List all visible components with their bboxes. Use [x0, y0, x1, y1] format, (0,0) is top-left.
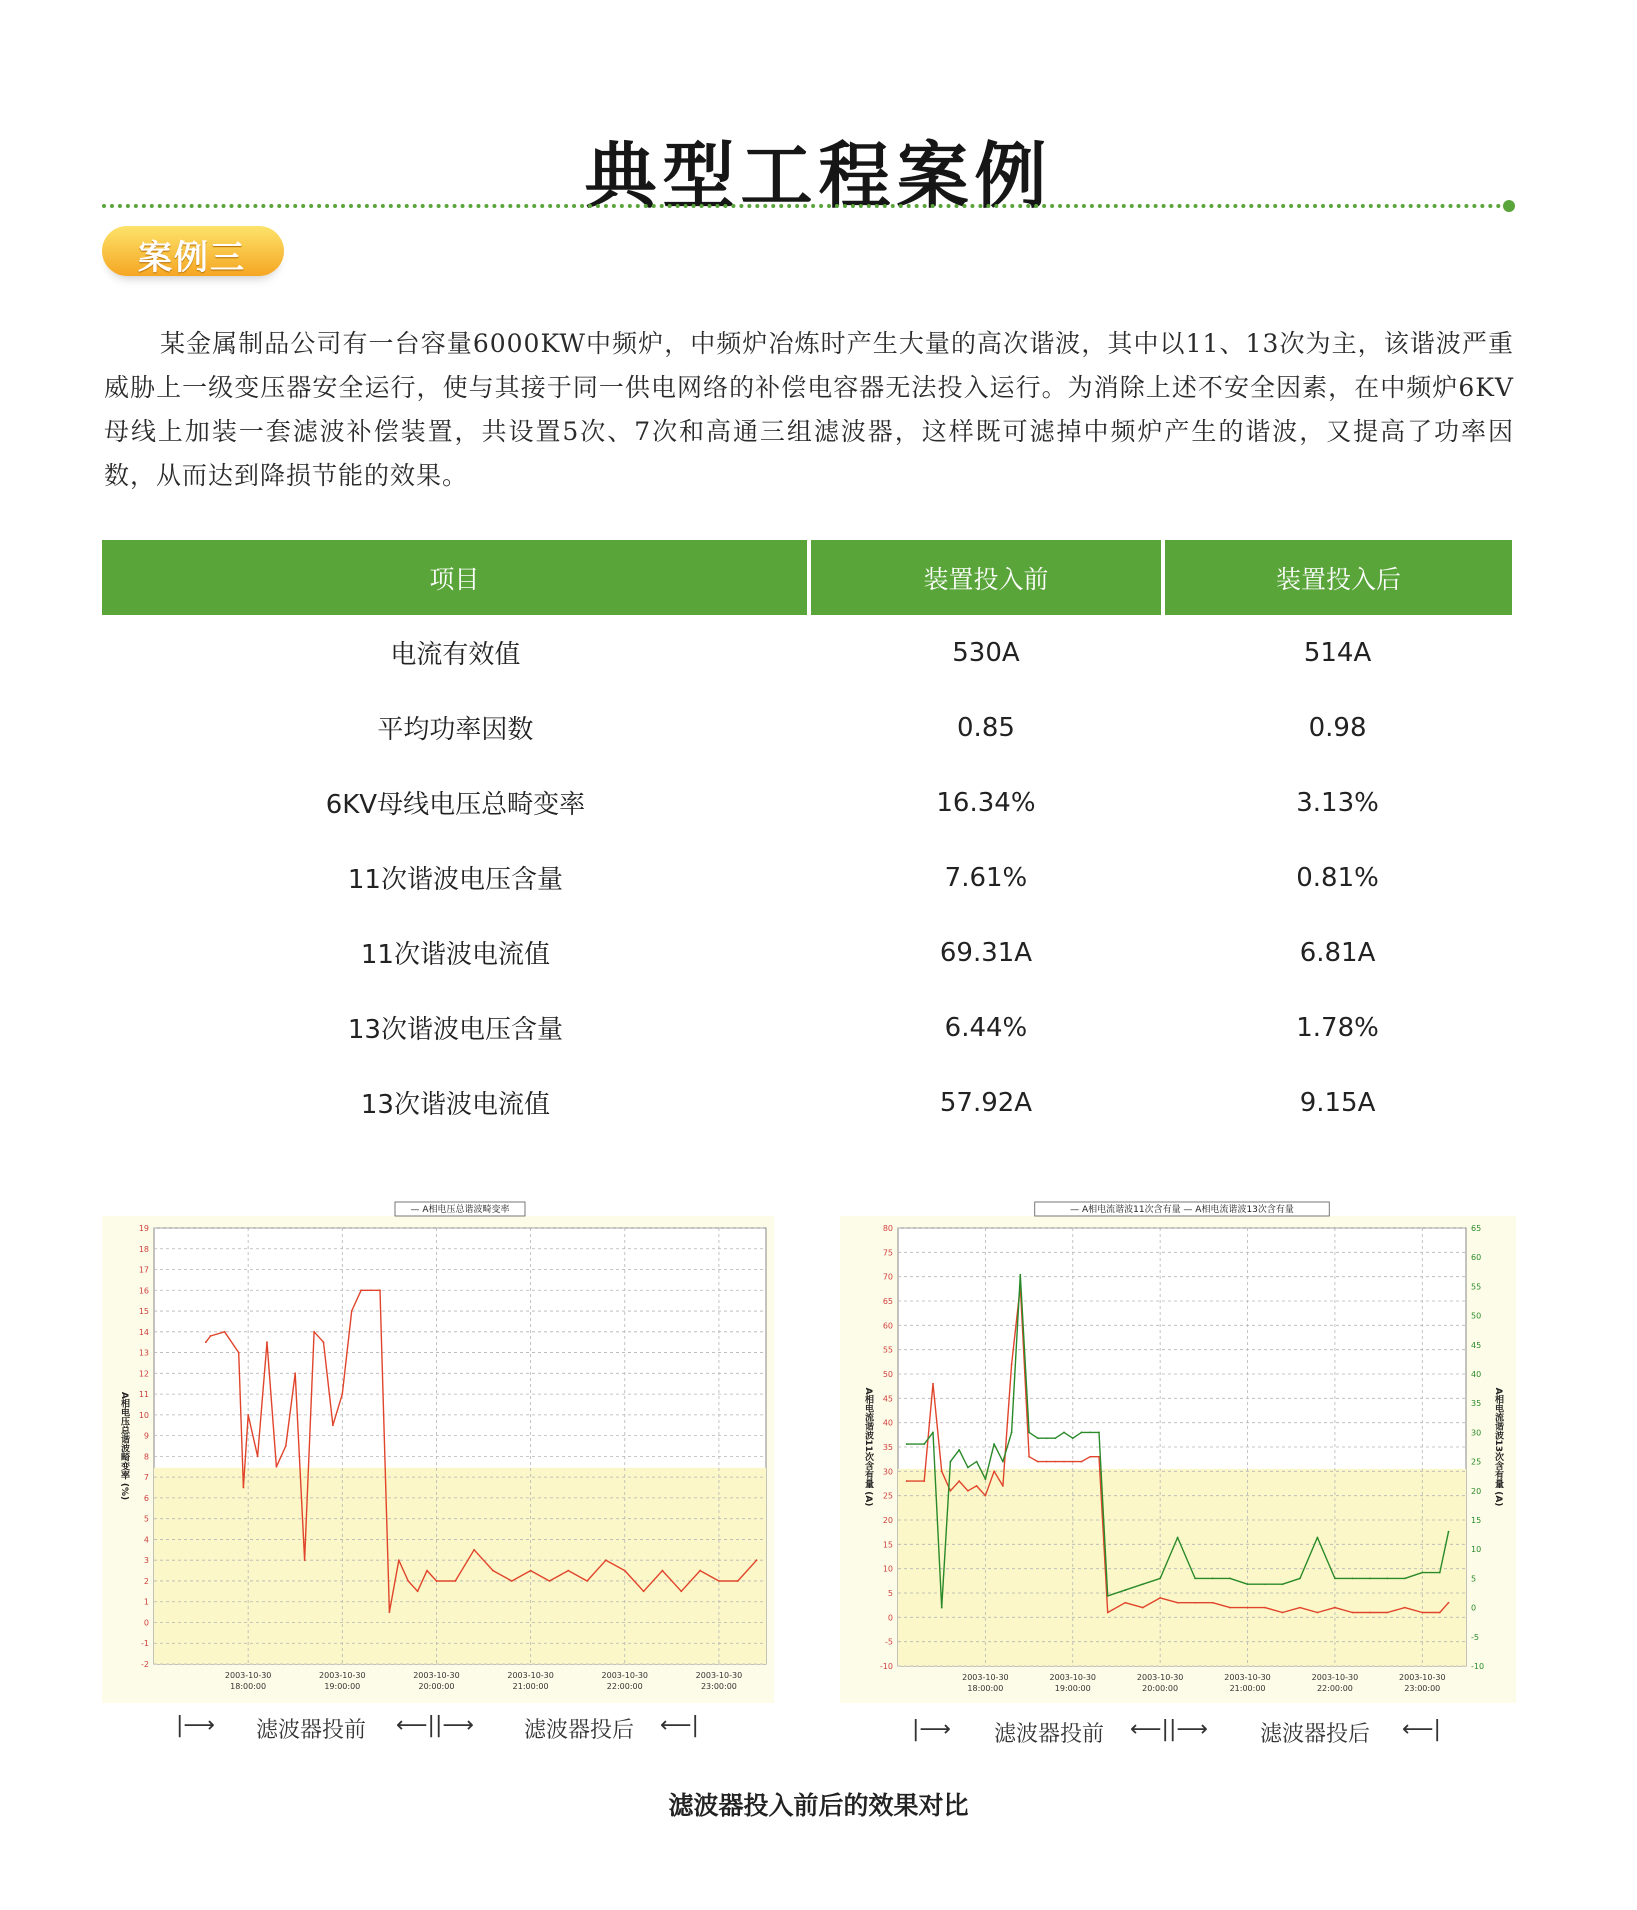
row-after: 0.81%: [1296, 862, 1379, 893]
data-point: [680, 1590, 682, 1592]
title-divider: [102, 204, 1510, 208]
data-point: [605, 1559, 607, 1561]
y-tick-label: 4: [143, 1535, 149, 1545]
x-tick-label: 2003-10-30: [962, 1673, 1009, 1682]
row-after: 3.13%: [1296, 787, 1379, 818]
data-point: [1229, 1607, 1231, 1609]
data-point: [906, 1443, 908, 1445]
y-axis-label: A相电流谐波11次含有量 (A): [863, 1387, 873, 1507]
data-point: [1404, 1607, 1406, 1609]
data-point: [662, 1570, 664, 1572]
data-point: [285, 1445, 287, 1447]
data-point: [624, 1570, 626, 1572]
y-tick-label: 12: [138, 1369, 149, 1379]
data-point: [1107, 1612, 1109, 1614]
data-point: [426, 1570, 428, 1572]
y2-tick-label: 45: [1471, 1340, 1482, 1350]
y-tick-label: 45: [882, 1394, 893, 1404]
data-point: [398, 1559, 400, 1561]
data-point: [976, 1485, 978, 1487]
data-point: [1046, 1461, 1048, 1463]
y-tick-label: 40: [882, 1418, 893, 1428]
y-tick-label: -5: [885, 1637, 893, 1647]
legend-text: — A相电流谐波11次含有量 — A相电流谐波13次含有量: [1070, 1205, 1294, 1215]
data-point: [993, 1470, 995, 1472]
x-tick-label: 21:00:00: [512, 1682, 549, 1691]
plot-lower-band: [898, 1469, 1466, 1666]
data-point: [737, 1580, 739, 1582]
divider-dot: [1503, 200, 1515, 212]
data-point: [984, 1495, 986, 1497]
x-tick-label: 2003-10-30: [413, 1671, 460, 1680]
data-point: [567, 1570, 569, 1572]
data-point: [1046, 1437, 1048, 1439]
x-tick-label: 2003-10-30: [224, 1671, 272, 1680]
data-point: [1421, 1572, 1423, 1574]
data-point: [699, 1570, 701, 1572]
y-tick-label: 2: [143, 1576, 149, 1586]
data-point: [370, 1289, 372, 1291]
table-row: [102, 615, 1512, 690]
row-before: 6.44%: [944, 1012, 1028, 1043]
arrow-mid-icon: ⟵||⟶: [396, 1713, 474, 1738]
row-label: 6KV母线电压总畸变率: [325, 790, 586, 820]
plot-lower-band: [154, 1468, 766, 1664]
y-tick-label: 20: [882, 1516, 893, 1525]
row-after: 9.15A: [1299, 1087, 1376, 1118]
y-tick-label: 55: [882, 1345, 893, 1355]
y-tick-label: 17: [138, 1265, 149, 1275]
data-point: [1098, 1432, 1100, 1434]
data-point: [1063, 1432, 1065, 1434]
data-point: [1194, 1602, 1196, 1604]
x-tick-label: 19:00:00: [1054, 1684, 1091, 1693]
data-point: [247, 1414, 249, 1416]
y-tick-label: 16: [138, 1286, 149, 1296]
data-point: [1247, 1607, 1249, 1609]
data-point: [1386, 1578, 1388, 1580]
data-point: [1448, 1602, 1450, 1604]
data-point: [1421, 1612, 1423, 1614]
data-point: [1072, 1437, 1074, 1439]
y-tick-label: 8: [143, 1452, 149, 1462]
comparison-table: [102, 540, 1512, 1140]
data-point: [967, 1467, 969, 1469]
y-tick-label: 35: [882, 1443, 893, 1452]
data-point: [1448, 1531, 1450, 1533]
row-after: 0.98: [1308, 712, 1367, 743]
y2-tick-label: 55: [1471, 1282, 1482, 1292]
data-point: [941, 1607, 943, 1609]
data-point: [549, 1580, 551, 1582]
arrow-start-icon: |⟶: [176, 1713, 215, 1738]
y-tick-label: -2: [141, 1660, 149, 1669]
table-row: [102, 1065, 1512, 1140]
row-after: 6.81A: [1299, 937, 1376, 968]
data-point: [976, 1461, 978, 1463]
y2-tick-label: -10: [1471, 1662, 1485, 1671]
data-point: [323, 1341, 325, 1343]
x-tick-label: 2003-10-30: [1311, 1673, 1359, 1682]
data-point: [1439, 1572, 1441, 1574]
data-point: [313, 1331, 315, 1333]
data-point: [454, 1580, 456, 1582]
data-point: [360, 1289, 362, 1291]
data-point: [388, 1611, 390, 1613]
data-point: [492, 1570, 494, 1572]
x-tick-label: 22:00:00: [606, 1682, 643, 1691]
data-point: [1439, 1612, 1441, 1614]
data-point: [332, 1424, 334, 1426]
x-tick-label: 2003-10-30: [1399, 1673, 1446, 1682]
data-point: [1107, 1595, 1109, 1597]
x-tick-label: 2003-10-30: [601, 1671, 649, 1680]
data-point: [1282, 1612, 1284, 1614]
table-row: [102, 990, 1512, 1065]
case-badge-label: 案例三: [138, 238, 246, 278]
header-before: 装置投入前: [809, 540, 1163, 615]
legend-text: — A相电压总谐波畸变率: [410, 1205, 510, 1215]
data-point: [1054, 1437, 1056, 1439]
x-tick-label: 2003-10-30: [1224, 1673, 1271, 1682]
data-point: [950, 1461, 952, 1463]
x-tick-label: 19:00:00: [324, 1682, 361, 1691]
x-tick-label: 21:00:00: [1229, 1684, 1266, 1693]
y-tick-label: 19: [138, 1224, 149, 1233]
data-point: [417, 1590, 419, 1592]
y-tick-label: 1: [143, 1597, 149, 1607]
table-row: [102, 765, 1512, 840]
y2-axis-label: A相电流谐波13次含有量 (A): [1493, 1387, 1503, 1507]
data-point: [950, 1490, 952, 1492]
y2-tick-label: 20: [1471, 1486, 1482, 1496]
data-point: [407, 1580, 409, 1582]
data-point: [1054, 1461, 1056, 1463]
data-point: [1037, 1437, 1039, 1439]
y-tick-label: 9: [143, 1431, 149, 1441]
data-point: [379, 1289, 381, 1291]
x-tick-label: 23:00:00: [700, 1682, 737, 1691]
row-before: 7.61%: [944, 862, 1028, 893]
data-point: [1334, 1607, 1336, 1609]
row-label: 13次谐波电流值: [360, 1090, 550, 1120]
data-point: [958, 1480, 960, 1482]
figure-caption: 滤波器投入前后的效果对比: [668, 1791, 969, 1820]
arrow-start-icon: |⟶: [912, 1717, 951, 1742]
data-point: [1334, 1578, 1336, 1580]
y-tick-label: 10: [882, 1564, 893, 1574]
data-point: [294, 1372, 296, 1374]
y-tick-label: 0: [887, 1613, 893, 1623]
y-tick-label: 3: [143, 1556, 149, 1566]
y-tick-label: 7: [143, 1473, 149, 1483]
y-tick-label: 65: [882, 1297, 893, 1306]
data-point: [1028, 1432, 1030, 1434]
data-point: [1072, 1461, 1074, 1463]
y-tick-label: 70: [882, 1272, 893, 1282]
after-label: 滤波器投后: [1260, 1722, 1371, 1747]
data-point: [586, 1580, 588, 1582]
after-label: 滤波器投后: [524, 1718, 635, 1743]
page-title: 典型工程案例: [584, 134, 1053, 218]
header-item: 项目: [102, 540, 809, 615]
data-point: [1299, 1578, 1301, 1580]
data-point: [436, 1580, 438, 1582]
data-point: [1159, 1597, 1161, 1599]
before-label: 滤波器投前: [256, 1718, 367, 1743]
y2-tick-label: 15: [1471, 1516, 1482, 1525]
data-point: [1019, 1274, 1021, 1276]
y-tick-label: 6: [143, 1493, 149, 1503]
data-point: [266, 1341, 268, 1343]
y2-tick-label: 65: [1471, 1224, 1482, 1233]
y2-tick-label: 25: [1471, 1457, 1482, 1467]
data-point: [1212, 1602, 1214, 1604]
data-point: [906, 1480, 908, 1482]
data-point: [1229, 1578, 1231, 1580]
x-tick-label: 2003-10-30: [319, 1671, 366, 1680]
data-point: [276, 1466, 278, 1468]
row-before: 530A: [952, 637, 1020, 668]
x-tick-label: 20:00:00: [418, 1682, 455, 1691]
header-after: 装置投入后: [1163, 540, 1512, 615]
arrow-end-icon: ⟵|: [660, 1713, 699, 1738]
data-point: [210, 1335, 212, 1337]
data-point: [958, 1449, 960, 1451]
data-point: [993, 1443, 995, 1445]
data-point: [1177, 1602, 1179, 1604]
data-point: [511, 1580, 513, 1582]
data-point: [1002, 1461, 1004, 1463]
arrow-end-icon: ⟵|: [1402, 1717, 1441, 1742]
data-point: [1142, 1607, 1144, 1609]
y-tick-label: -10: [879, 1662, 893, 1671]
y-axis-label: A相电压总谐波畸变率 (%): [119, 1391, 129, 1501]
row-before: 0.85: [957, 712, 1015, 743]
data-point: [923, 1443, 925, 1445]
row-before: 57.92A: [939, 1087, 1033, 1118]
data-point: [1089, 1432, 1091, 1434]
table-header-row: [102, 540, 1512, 615]
x-tick-label: 18:00:00: [967, 1684, 1004, 1693]
data-point: [351, 1310, 353, 1312]
x-tick-label: 20:00:00: [1142, 1684, 1179, 1693]
data-point: [1352, 1578, 1354, 1580]
data-point: [243, 1487, 245, 1489]
data-point: [1264, 1607, 1266, 1609]
data-point: [1011, 1432, 1013, 1434]
data-point: [1369, 1578, 1371, 1580]
data-point: [1194, 1578, 1196, 1580]
y2-tick-label: 30: [1471, 1428, 1482, 1438]
y2-tick-label: 60: [1471, 1253, 1482, 1263]
x-tick-label: 2003-10-30: [507, 1671, 554, 1680]
data-point: [473, 1549, 475, 1551]
row-before: 69.31A: [939, 937, 1033, 968]
row-label: 电流有效值: [390, 640, 521, 670]
y-tick-label: 15: [882, 1540, 893, 1550]
y-tick-label: 30: [882, 1467, 893, 1477]
data-point: [932, 1432, 934, 1434]
data-point: [1081, 1432, 1083, 1434]
y-tick-label: -1: [141, 1639, 149, 1649]
data-point: [967, 1490, 969, 1492]
data-point: [932, 1383, 934, 1385]
table-row: [102, 690, 1512, 765]
y-tick-label: 18: [138, 1244, 149, 1254]
data-point: [341, 1393, 343, 1395]
data-point: [941, 1470, 943, 1472]
y2-tick-label: 35: [1471, 1399, 1482, 1409]
y2-tick-label: 40: [1471, 1370, 1482, 1379]
row-before: 16.34%: [936, 787, 1036, 818]
y2-tick-label: 0: [1471, 1603, 1477, 1613]
data-point: [1247, 1583, 1249, 1585]
y2-tick-label: -5: [1471, 1632, 1479, 1642]
data-point: [1404, 1578, 1406, 1580]
data-point: [1037, 1461, 1039, 1463]
x-tick-label: 2003-10-30: [695, 1671, 743, 1680]
before-label: 滤波器投前: [994, 1722, 1105, 1747]
data-point: [718, 1580, 720, 1582]
data-point: [1063, 1461, 1065, 1463]
y-tick-label: 11: [138, 1390, 149, 1400]
row-after: 514A: [1303, 637, 1372, 668]
x-tick-label: 18:00:00: [230, 1682, 267, 1691]
y2-tick-label: 5: [1471, 1574, 1477, 1584]
data-point: [1002, 1485, 1004, 1487]
row-label: 平均功率因数: [377, 715, 534, 745]
data-point: [1369, 1612, 1371, 1614]
x-tick-label: 2003-10-30: [1049, 1673, 1097, 1682]
row-after: 1.78%: [1296, 1012, 1379, 1043]
y2-tick-label: 10: [1471, 1545, 1482, 1555]
data-point: [1124, 1589, 1126, 1591]
case-badge: [102, 226, 284, 276]
row-label: 13次谐波电压含量: [347, 1015, 563, 1045]
data-point: [984, 1478, 986, 1480]
data-point: [1282, 1583, 1284, 1585]
thd-chart: [102, 1198, 774, 1703]
data-point: [1317, 1537, 1319, 1539]
intro-paragraph: 某金属制品公司有一台容量6000KW中频炉，中频炉冶炼时产生大量的高次谐波，其中以11、13次为主，该谐波严重威胁上一级变压器安全运行，使与其接于同一供电网络的补偿电容器无法投入运行。为消除上述不安全因素，在中频炉6KV母线上加装一套滤波补偿装置，共设置5次、7次和高通三组滤波器，这样既可滤掉中频炉产生的谐波，又提高了功率因数，从而达到降损节能的效果。: [104, 329, 1514, 490]
data-point: [1299, 1607, 1301, 1609]
data-point: [1177, 1537, 1179, 1539]
data-point: [1264, 1583, 1266, 1585]
data-point: [756, 1559, 758, 1561]
x-tick-label: 22:00:00: [1316, 1684, 1353, 1693]
table-row: [102, 915, 1512, 990]
data-point: [238, 1352, 240, 1354]
y2-tick-label: 50: [1471, 1311, 1482, 1321]
harmonic-current-chart: [840, 1198, 1516, 1703]
row-label: 11次谐波电压含量: [347, 865, 563, 895]
y-tick-label: 10: [138, 1410, 149, 1420]
data-point: [304, 1559, 306, 1561]
y-tick-label: 80: [882, 1224, 893, 1233]
y-tick-label: 60: [882, 1321, 893, 1331]
data-point: [1317, 1612, 1319, 1614]
data-point: [224, 1331, 226, 1333]
y-tick-label: 75: [882, 1248, 893, 1258]
data-point: [530, 1570, 532, 1572]
table-row: [102, 840, 1512, 915]
data-point: [1212, 1578, 1214, 1580]
y-tick-label: 13: [138, 1348, 149, 1358]
x-tick-label: 23:00:00: [1404, 1684, 1441, 1693]
y-tick-label: 5: [887, 1589, 893, 1598]
y-tick-label: 50: [882, 1370, 893, 1379]
y-tick-label: 14: [138, 1327, 149, 1337]
data-point: [1142, 1583, 1144, 1585]
y-tick-label: 15: [138, 1307, 149, 1317]
data-point: [257, 1455, 259, 1457]
data-point: [1011, 1363, 1013, 1365]
arrow-mid-icon: ⟵||⟶: [1130, 1717, 1208, 1742]
data-point: [1386, 1612, 1388, 1614]
data-point: [1159, 1578, 1161, 1580]
y-tick-label: 0: [143, 1618, 149, 1628]
data-point: [1089, 1456, 1091, 1458]
x-tick-label: 2003-10-30: [1136, 1673, 1184, 1682]
data-point: [1124, 1602, 1126, 1604]
data-point: [205, 1341, 207, 1343]
data-point: [1081, 1461, 1083, 1463]
data-point: [1028, 1456, 1030, 1458]
data-point: [923, 1480, 925, 1482]
data-point: [643, 1590, 645, 1592]
y-tick-label: 5: [143, 1514, 149, 1524]
row-label: 11次谐波电流值: [360, 940, 550, 970]
y-tick-label: 25: [882, 1491, 893, 1501]
data-point: [1352, 1612, 1354, 1614]
